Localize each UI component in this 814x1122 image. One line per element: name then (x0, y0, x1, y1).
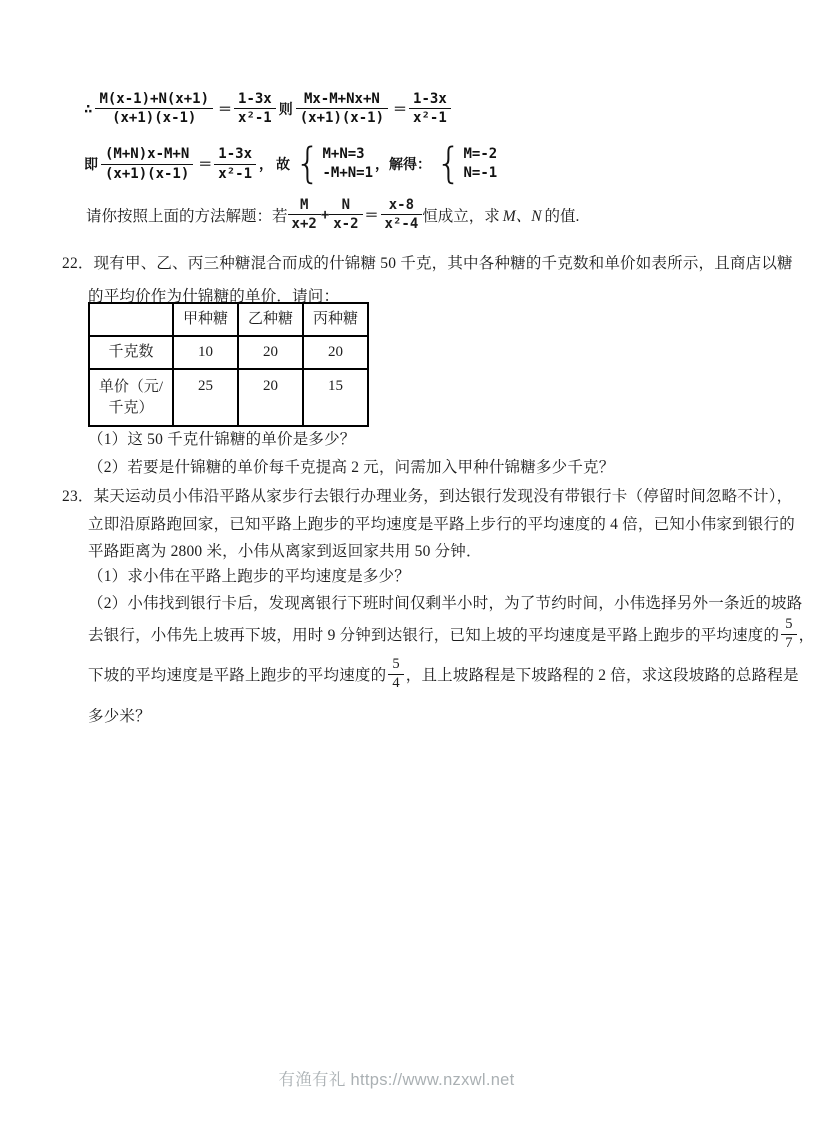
fraction-denominator: 4 (392, 674, 400, 691)
fraction-denominator: x²-4 (384, 216, 419, 233)
instruction-text: 请你按照上面的方法解题：若 (86, 207, 288, 225)
footer-watermark-text: 有渔有礼 https://www.nzxwl.net (278, 1071, 515, 1089)
problem-23-text: 平路距离为 2800 米，小伟从离家到返回家共用 50 分钟． (88, 543, 482, 560)
method-instruction-line (86, 196, 579, 233)
table-cell: 10 (173, 336, 238, 369)
variable-names: M、N (502, 207, 542, 225)
fraction-numerator: 1-3x (234, 90, 276, 109)
problem-22-question-2 (88, 455, 614, 477)
problem-22-text: 的平均价作为什锦糖的单价．请问： (88, 288, 340, 305)
fraction-numerator: N (329, 196, 362, 215)
problem-23-line-3 (88, 539, 482, 561)
fraction-numerator: M(x-1)+N(x+1) (95, 90, 213, 109)
candy-price-table (88, 302, 369, 427)
problem-23-question-2-line-1 (88, 591, 802, 613)
solve-label: ，解得： (375, 157, 432, 173)
question-text: （1）求小伟在平路上跑步的平均速度是多少？ (88, 568, 410, 585)
table-header-cell (89, 303, 173, 336)
fraction (234, 90, 276, 127)
fraction-numerator: 5 (781, 616, 796, 635)
table-cell: 20 (238, 336, 303, 369)
problem-23-question-2-line-3 (88, 653, 799, 695)
problem-23-question-1 (88, 564, 410, 586)
then-label: 则 (278, 101, 293, 118)
fraction-denominator: (x+1)(x-1) (105, 165, 190, 182)
equals-sign: ＝ (393, 101, 408, 118)
comma: ， (259, 157, 274, 173)
fraction (296, 90, 388, 127)
fraction (409, 90, 451, 127)
question-text: （2）若要是什锦糖的单价每千克提高 2 元，问需加入甲种什锦糖多少千克？ (88, 459, 615, 476)
fraction (388, 656, 403, 693)
fraction (288, 196, 321, 233)
plus-sign: + (320, 206, 330, 223)
fraction-numerator: x-8 (381, 196, 423, 215)
fraction-numerator: 5 (388, 656, 403, 675)
equals-sign: ＝ (198, 157, 213, 173)
fraction (214, 145, 256, 182)
table-row (89, 369, 368, 426)
derivation-line-2 (84, 139, 499, 189)
derivation-line-1 (84, 90, 454, 127)
fraction-denominator: x²-1 (218, 165, 253, 182)
fraction-denominator: (x+1)(x-1) (299, 110, 385, 127)
fraction (781, 616, 796, 653)
fraction-denominator: (x+1)(x-1) (112, 110, 197, 127)
problem-22-line-1 (62, 251, 793, 273)
equals-sign: ＝ (218, 101, 233, 118)
fraction (329, 196, 362, 233)
table-cell: 15 (303, 369, 368, 426)
table-header-cell: 乙种糖 (238, 303, 303, 336)
comma: ， (798, 627, 814, 644)
table-cell: 20 (238, 369, 303, 426)
left-brace: { (295, 139, 321, 189)
problem-23-line-1 (62, 484, 792, 506)
instruction-tail: 恒成立，求 (422, 207, 500, 225)
question-text: ，且上坡路程是下坡路程的 2 倍，求这段坡路的总路程是 (405, 667, 799, 684)
fraction-denominator: 7 (785, 634, 793, 651)
problem-23-question-2-line-2 (88, 613, 814, 655)
fraction (381, 196, 423, 233)
table-header-cell: 丙种糖 (303, 303, 368, 336)
question-text: （1）这 50 千克什锦糖的单价是多少？ (88, 431, 356, 448)
table-header-cell: 甲种糖 (173, 303, 238, 336)
problem-22-text: 现有甲、乙、丙三种糖混合而成的什锦糖 50 千克，其中各种糖的千克数和单价如表所示，且商店以糖 (93, 255, 793, 272)
question-text: 去银行，小伟先上坡再下坡，用时 9 分钟到达银行，已知上坡的平均速度是平路上跑步的平均速度的 (88, 627, 780, 644)
page-footer (0, 1066, 793, 1090)
fraction-numerator: Mx-M+Nx+N (296, 90, 388, 109)
ji-label: 即 (84, 157, 98, 173)
fraction (101, 145, 193, 182)
problem-23-line-2 (88, 512, 795, 534)
system-equation: M=-2 (463, 146, 498, 162)
problem-23-question-2-line-4 (88, 704, 151, 726)
equation-system (295, 139, 374, 189)
table-cell: 25 (173, 369, 238, 426)
system-equation: N=-1 (463, 165, 498, 181)
problem-23-number: 23． (62, 488, 94, 505)
fraction-denominator: x²-1 (238, 110, 272, 127)
fraction (95, 90, 213, 127)
gu-label: 故 (276, 157, 291, 173)
table-cell: 20 (303, 336, 368, 369)
table-row (89, 336, 368, 369)
fraction-numerator: M (288, 196, 321, 215)
fraction-denominator: x²-1 (413, 110, 447, 127)
problem-22-question-1 (88, 427, 356, 449)
question-text: （2）小伟找到银行卡后，发现离银行下班时间仅剩半小时，为了节约时间，小伟选择另外一条近的坡路 (88, 595, 803, 612)
problem-22-number: 22． (62, 255, 94, 272)
fraction-numerator: (M+N)x-M+N (101, 145, 193, 164)
row-label-cell: 千克数 (89, 336, 173, 369)
fraction-numerator: 1-3x (214, 145, 256, 164)
fraction-denominator: x+2 (291, 216, 317, 233)
therefore-symbol: ∴ (84, 100, 93, 117)
problem-23-text: 某天运动员小伟沿平路从家步行去银行办理业务，到达银行发现没有带银行卡（停留时间忽略不计）， (93, 488, 793, 505)
table-header-row (89, 303, 368, 336)
instruction-tail-end: 的值. (544, 207, 580, 225)
fraction-numerator: 1-3x (409, 90, 451, 109)
left-brace: { (436, 139, 462, 189)
row-label-cell: 单价（元/千克） (89, 369, 173, 426)
equation-system (436, 139, 498, 189)
equals-sign: ＝ (364, 207, 379, 224)
problem-23-text: 立即沿原路跑回家，已知平路上跑步的平均速度是平路上步行的平均速度的 4 倍，已知小伟家到银行的 (88, 516, 795, 533)
system-equation: M+N=3 (322, 146, 365, 162)
system-equation: -M+N=1 (322, 165, 374, 181)
question-text: 下坡的平均速度是平路上跑步的平均速度的 (88, 667, 387, 684)
question-text: 多少米？ (88, 708, 151, 725)
fraction-denominator: x-2 (333, 216, 359, 233)
